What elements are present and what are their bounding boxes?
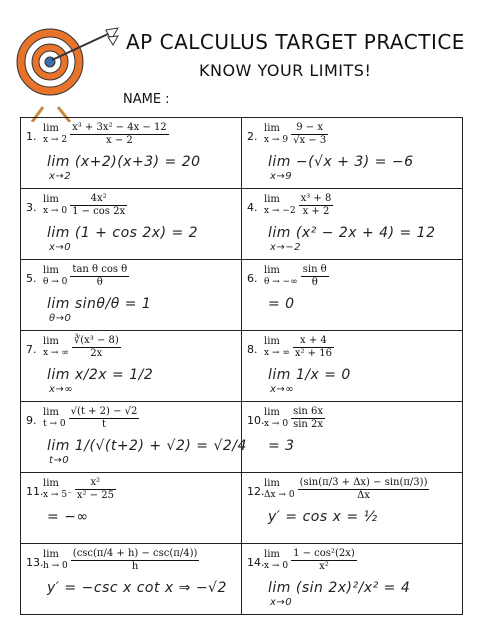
target-arrow-icon xyxy=(10,12,122,122)
limit-expression xyxy=(264,264,329,289)
numerator: x + 4 xyxy=(293,335,334,348)
problem-cell xyxy=(242,331,462,402)
denominator: 1 − cos 2x xyxy=(72,206,126,217)
answer-approach: x→∞ xyxy=(49,384,74,395)
limit-expression xyxy=(43,335,121,360)
problem-number: 9. xyxy=(26,414,37,427)
lim-label: lim xyxy=(43,265,59,277)
handwritten-answer: y′ = cos x = ½ xyxy=(268,509,378,525)
limit-expression xyxy=(264,122,328,147)
answer-approach: x→−2 xyxy=(270,242,302,253)
limit-expression xyxy=(43,406,139,431)
problem-number: 4. xyxy=(247,201,258,214)
worksheet-subtitle: KNOW YOUR LIMITS! xyxy=(199,61,372,80)
name-label: NAME : xyxy=(123,92,170,107)
lim-approach: Δx → 0 xyxy=(264,490,295,501)
denominator: 2x xyxy=(90,348,103,359)
problem-number: 2. xyxy=(247,130,258,143)
problem-cell xyxy=(242,402,462,473)
lim-label: lim xyxy=(43,194,59,206)
lim-label: lim xyxy=(264,549,280,561)
handwritten-answer: lim 1/(√(t+2) + √2) = √2/4 xyxy=(47,438,247,454)
numerator: sin θ xyxy=(302,264,327,275)
limit-expression xyxy=(264,477,429,502)
lim-approach: x → ∞ xyxy=(43,348,69,359)
handwritten-answer: = 0 xyxy=(268,296,295,312)
lim-label: lim xyxy=(264,265,280,277)
limit-expression xyxy=(43,122,169,147)
problem-number: 11. xyxy=(26,485,44,498)
lim-approach: θ → −∞ xyxy=(264,277,298,288)
denominator: √x − 3 xyxy=(293,135,327,146)
limit-expression xyxy=(264,193,333,218)
lim-approach: x → 9 xyxy=(264,135,289,146)
lim-approach: t → 0 xyxy=(43,419,66,430)
answer-approach: t→0 xyxy=(49,455,70,466)
numerator: (csc(π/4 + h) − csc(π/4)) xyxy=(72,548,198,559)
answer-approach: x→∞ xyxy=(270,384,295,395)
handwritten-answer: lim (x+2)(x+3) = 20 xyxy=(47,154,201,170)
problems-grid xyxy=(20,117,463,615)
lim-approach: x → 0 xyxy=(264,419,289,430)
numerator: 1 − cos²(2x) xyxy=(293,548,355,559)
handwritten-answer: lim x/2x = 1/2 xyxy=(47,367,154,383)
worksheet-title: AP CALCULUS TARGET PRACTICE xyxy=(126,30,465,54)
handwritten-answer: y′ = −csc x cot x ⇒ −√2 xyxy=(47,580,227,596)
denominator: θ xyxy=(96,277,103,288)
problem-number: 1. xyxy=(26,130,37,143)
lim-approach: x → 5⁻ xyxy=(43,490,72,501)
limit-expression xyxy=(43,477,116,502)
problem-cell xyxy=(21,402,247,473)
problem-cell xyxy=(242,189,462,260)
answer-approach: x→2 xyxy=(49,171,72,182)
problem-cell xyxy=(21,189,241,260)
denominator: Δx xyxy=(357,490,370,501)
lim-approach: h → 0 xyxy=(43,561,68,572)
denominator: sin 2x xyxy=(293,419,324,430)
numerator: tan θ cos θ xyxy=(72,264,128,275)
numerator: 4x² xyxy=(70,193,127,206)
lim-label: lim xyxy=(264,336,280,348)
lim-label: lim xyxy=(43,549,59,561)
numerator: √(t + 2) − √2 xyxy=(70,406,138,417)
numerator: (sin(π/3 + Δx) − sin(π/3)) xyxy=(299,477,428,488)
handwritten-answer: = 3 xyxy=(268,438,295,454)
denominator: x² xyxy=(319,561,329,572)
problem-cell xyxy=(21,544,241,615)
handwritten-answer: lim (1 + cos 2x) = 2 xyxy=(47,225,199,241)
numerator: 9 − x xyxy=(291,122,328,135)
handwritten-answer: lim sinθ/θ = 1 xyxy=(47,296,152,312)
denominator: x² − 25 xyxy=(76,490,114,501)
lim-approach: x → 0 xyxy=(264,561,289,572)
numerator: x² xyxy=(75,477,116,490)
lim-label: lim xyxy=(43,478,59,490)
problem-number: 8. xyxy=(247,343,258,356)
answer-approach: x→0 xyxy=(270,597,293,608)
limit-expression xyxy=(43,548,199,573)
limit-expression xyxy=(264,335,334,360)
lim-approach: x → ∞ xyxy=(264,348,290,359)
handwritten-answer: lim 1/x = 0 xyxy=(268,367,351,383)
problem-number: 7. xyxy=(26,343,37,356)
lim-label: lim xyxy=(264,407,280,419)
denominator: h xyxy=(131,561,139,572)
problem-number: 12. xyxy=(247,485,265,498)
limit-expression xyxy=(264,406,325,431)
denominator: x + 2 xyxy=(302,206,330,217)
problem-cell xyxy=(21,118,241,189)
denominator: x − 2 xyxy=(106,135,133,146)
answer-approach: x→0 xyxy=(49,242,72,253)
lim-label: lim xyxy=(43,123,59,135)
numerator: sin 6x xyxy=(293,406,324,417)
problem-cell xyxy=(242,118,462,189)
lim-approach: θ → 0 xyxy=(43,277,68,288)
answer-approach: θ→0 xyxy=(49,313,72,324)
lim-approach: x → 2 xyxy=(43,135,68,146)
lim-label: lim xyxy=(43,336,59,348)
problem-number: 10. xyxy=(247,414,265,427)
problem-number: 13. xyxy=(26,556,44,569)
numerator: ∛(x³ − 8) xyxy=(73,335,119,346)
denominator: θ xyxy=(311,277,318,288)
problem-cell xyxy=(242,260,462,331)
lim-approach: x → 0 xyxy=(43,206,68,217)
limit-expression xyxy=(43,264,129,289)
handwritten-answer: lim (sin 2x)²/x² = 4 xyxy=(268,580,411,596)
problem-cell xyxy=(242,473,462,544)
handwritten-answer: lim −(√x + 3) = −6 xyxy=(268,154,414,170)
lim-label: lim xyxy=(264,478,280,490)
lim-approach: x → −2 xyxy=(264,206,296,217)
problem-cell xyxy=(21,473,241,544)
denominator: t xyxy=(101,419,106,430)
numerator: x³ + 8 xyxy=(300,193,332,204)
denominator: x² + 16 xyxy=(294,348,332,359)
limit-expression xyxy=(264,548,357,573)
problem-cell xyxy=(242,544,462,615)
answer-approach: x→9 xyxy=(270,171,293,182)
problem-cell xyxy=(21,260,241,331)
lim-label: lim xyxy=(264,194,280,206)
problem-number: 6. xyxy=(247,272,258,285)
problem-number: 3. xyxy=(26,201,37,214)
problem-number: 14. xyxy=(247,556,265,569)
problem-cell xyxy=(21,331,241,402)
numerator: x³ + 3x² − 4x − 12 xyxy=(72,122,167,133)
lim-label: lim xyxy=(264,123,280,135)
lim-label: lim xyxy=(43,407,59,419)
handwritten-answer: lim (x² − 2x + 4) = 12 xyxy=(268,225,436,241)
problem-number: 5. xyxy=(26,272,37,285)
limit-expression xyxy=(43,193,127,218)
handwritten-answer: = −∞ xyxy=(47,509,89,525)
